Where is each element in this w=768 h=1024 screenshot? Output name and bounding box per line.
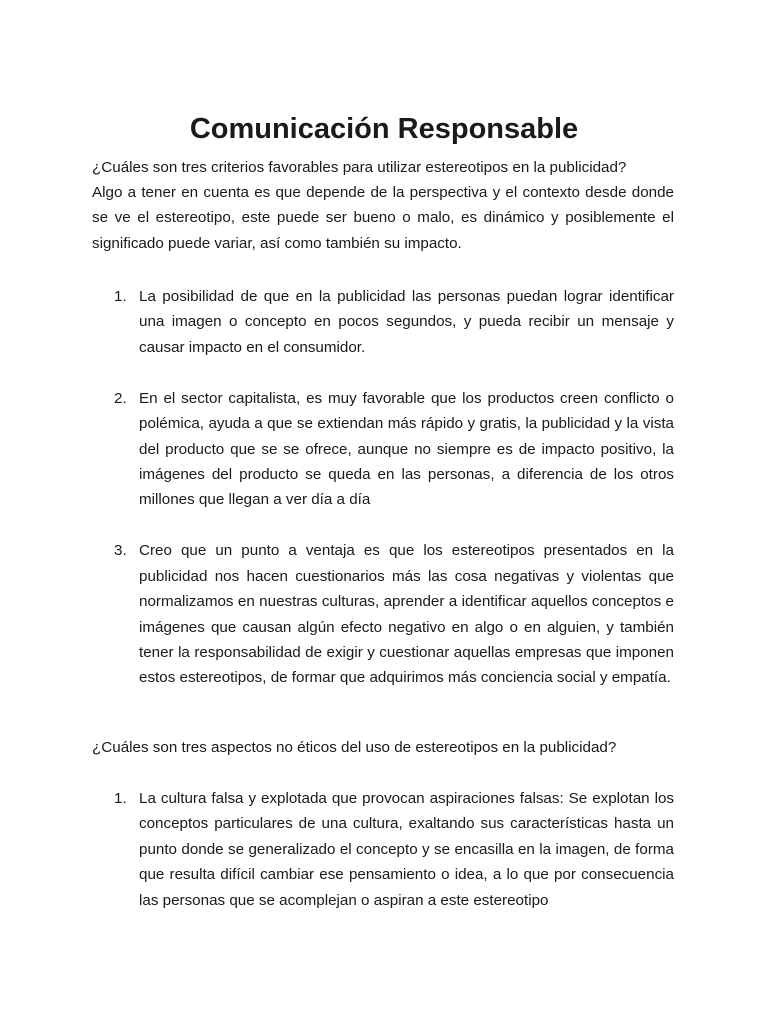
list-item-number: 1. — [114, 288, 127, 305]
list-item-number: 2. — [114, 389, 127, 407]
intro-paragraph: Algo a tener en cuenta es que depende de la perspectiva y el contexto desde donde se ve el estereotipo, este puede ser bueno o malo, es dinámico y posiblemente el significado puede variar, así como también su impacto. — [92, 184, 674, 252]
list-item — [92, 786, 674, 913]
question-2: ¿Cuáles son tres aspectos no éticos del uso de estereotipos en la publicidad? — [92, 739, 617, 756]
question-1: ¿Cuáles son tres criterios favorables para utilizar estereotipos en la publicidad? — [92, 159, 627, 176]
unethical-aspects-list — [92, 786, 674, 939]
criteria-list — [92, 284, 674, 716]
list-item-text: La cultura falsa y explotada que provocan aspiraciones falsas: Se explotan los conceptos particulares de una cultura, exaltando sus características hasta un punto donde se generalizado el concepto y se encasilla en la imagen, de forma que resulta difícil cambiar ese pensamiento o idea, a lo que por consecuencia las personas que se acomplejan o aspiran a este estereotipo — [139, 790, 674, 909]
list-item — [92, 284, 674, 360]
list-item-text: En el sector capitalista, es muy favorable que los productos creen conflicto o polémica, ayuda a que se extiendan más rápido y gratis, la publicidad y la vista del producto que se se ofrece, aunque no siempre es de impacto positivo, la imágenes del producto se queda en las personas, a diferencia de los otros millones que llegan a ver día a día — [139, 389, 674, 509]
list-item-text: La posibilidad de que en la publicidad las personas puedan lograr identificar una imagen o concepto en pocos segundos, y pueda recibir un mensaje y causar impacto en el consumidor. — [139, 288, 674, 356]
list-item-number: 1. — [114, 790, 127, 807]
list-item — [92, 386, 674, 513]
list-item-text: Creo que un punto a ventaja es que los estereotipos presentados en la publicidad nos hacen cuestionarios más las cosa negativas y violentas que normalizamos en nuestras culturas, aprender a identificar aquellos conceptos e imágenes que causan algún efecto negativo en algo o en alguien, y también tener la responsabilidad de exigir y cuestionar aquellas empresas que imponen estos estereotipos, de formar que adquirimos más conciencia social y empatía. — [139, 542, 674, 687]
document-title: Comunicación Responsable — [189, 113, 579, 145]
list-item — [92, 538, 674, 690]
list-item-number: 3. — [114, 542, 127, 560]
